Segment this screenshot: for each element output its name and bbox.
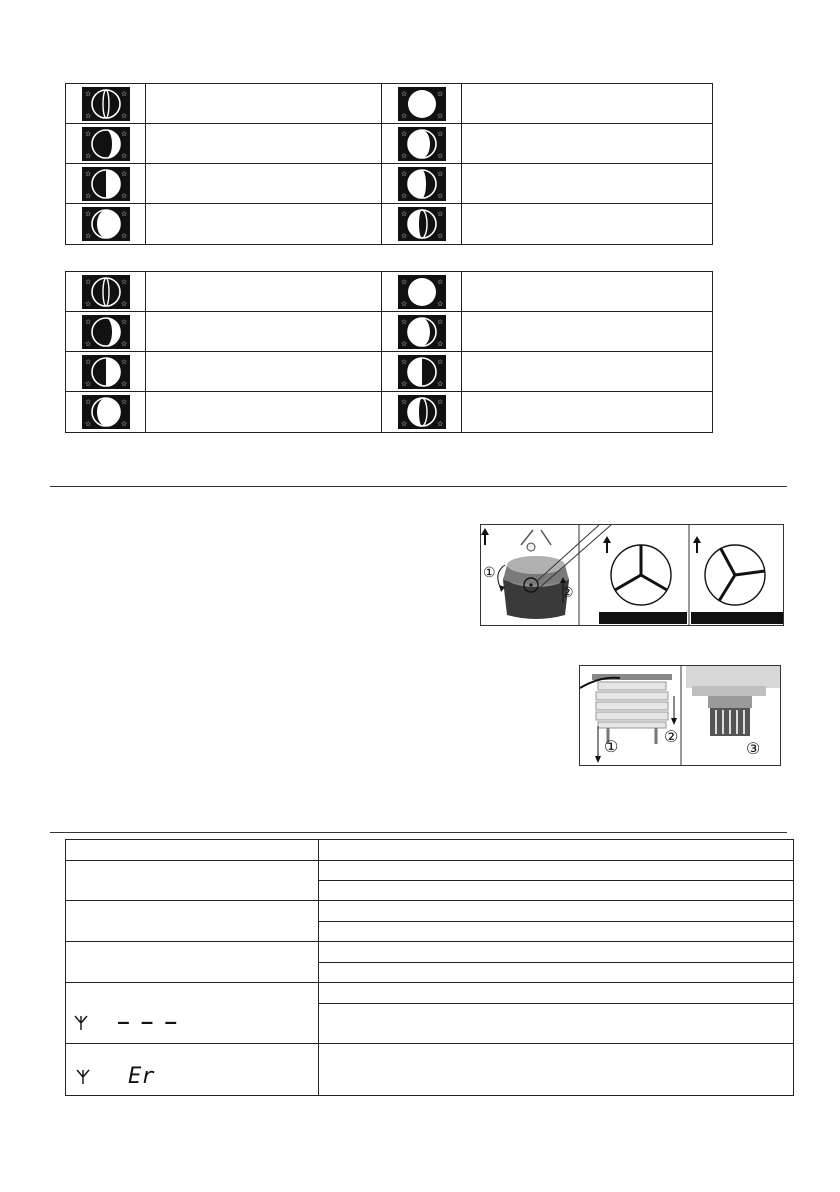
svg-text:☆: ☆ — [436, 421, 443, 428]
svg-text:☆: ☆ — [436, 300, 443, 308]
svg-text:☆: ☆ — [400, 112, 407, 120]
table-row — [66, 983, 794, 1004]
moon-row — [66, 352, 712, 392]
svg-text:☆: ☆ — [84, 211, 91, 218]
svg-text:☆: ☆ — [84, 380, 91, 388]
svg-text:☆: ☆ — [436, 340, 443, 348]
svg-text:☆: ☆ — [400, 130, 407, 138]
svg-text:☆: ☆ — [84, 358, 91, 366]
moon-phase-label — [462, 272, 712, 311]
svg-text:☆: ☆ — [436, 152, 443, 160]
moon-row — [66, 272, 712, 312]
svg-text:☆: ☆ — [84, 130, 91, 138]
moon-row — [66, 204, 712, 244]
svg-text:☆: ☆ — [120, 380, 127, 388]
svg-text:☆: ☆ — [436, 192, 443, 200]
table-cell — [319, 861, 794, 881]
svg-text:☆: ☆ — [84, 112, 91, 120]
moon-phase-label — [462, 312, 712, 351]
sensor-error-symbol: Er — [128, 1064, 155, 1089]
svg-text:☆: ☆ — [400, 380, 407, 388]
svg-text:☆: ☆ — [120, 358, 127, 366]
sensor-assembly-illustration — [580, 666, 780, 765]
moon-phase-waxing-crescent-icon — [82, 315, 130, 349]
rain-gauge-illustration — [481, 525, 783, 625]
step-3-label: ③ — [746, 741, 761, 758]
svg-text:☆: ☆ — [120, 399, 127, 406]
svg-text:☆: ☆ — [436, 112, 443, 120]
thermo-hygro-sensor-figure — [579, 665, 781, 766]
svg-text:☆: ☆ — [436, 399, 443, 406]
moon-phase-label — [462, 352, 712, 391]
step-1-label: ① — [604, 739, 619, 756]
antenna-icon — [74, 1015, 88, 1031]
moon-phase-label — [462, 124, 712, 163]
rain-gauge-figure — [480, 524, 784, 626]
moon-phase-label — [462, 164, 712, 203]
svg-text:☆: ☆ — [84, 421, 91, 428]
moon-phase-waxing-gibbous-icon — [82, 207, 130, 241]
moon-phase-full-moon-icon — [398, 275, 446, 309]
moon-phase-label — [146, 84, 382, 123]
moon-phase-waxing-gibbous-icon — [82, 395, 130, 429]
moon-row — [66, 312, 712, 352]
svg-text:☆: ☆ — [436, 358, 443, 366]
table-row — [66, 840, 794, 861]
antenna-icon — [76, 1069, 90, 1085]
moon-phase-waxing-crescent-icon — [82, 127, 130, 161]
svg-text:☆: ☆ — [84, 233, 91, 240]
svg-text:☆: ☆ — [84, 278, 91, 286]
table-row — [66, 942, 794, 963]
table-cell — [66, 942, 319, 983]
table-row — [66, 1044, 794, 1096]
moon-row — [66, 164, 712, 204]
svg-text:☆: ☆ — [400, 211, 407, 218]
moon-phase-label — [146, 164, 382, 203]
moon-phase-waning-crescent-icon — [398, 395, 446, 429]
section-divider — [50, 486, 787, 487]
table-row — [66, 901, 794, 922]
svg-text:☆: ☆ — [84, 340, 91, 348]
table-cell — [66, 861, 319, 901]
table-row — [66, 861, 794, 881]
svg-text:☆: ☆ — [400, 170, 407, 178]
svg-text:☆: ☆ — [436, 170, 443, 178]
svg-text:☆: ☆ — [84, 152, 91, 160]
moon-phase-waning-crescent-icon — [398, 207, 446, 241]
moon-phase-label — [462, 84, 712, 123]
step-1-label: ① — [483, 564, 496, 580]
moon-phase-label — [146, 392, 382, 432]
svg-text:☆: ☆ — [436, 90, 443, 98]
svg-text:☆: ☆ — [120, 278, 127, 286]
no-signal-dashes: – – – — [118, 1012, 178, 1033]
svg-text:☆: ☆ — [120, 152, 127, 160]
table-cell — [319, 963, 794, 983]
table-cell — [319, 983, 794, 1004]
svg-text:☆: ☆ — [120, 300, 127, 308]
svg-text:☆: ☆ — [436, 318, 443, 326]
svg-text:☆: ☆ — [84, 192, 91, 200]
table-header-cell — [66, 840, 319, 861]
svg-text:☆: ☆ — [120, 421, 127, 428]
svg-text:☆: ☆ — [400, 318, 407, 326]
moon-phase-new-moon-icon — [82, 275, 130, 309]
moon-phase-first-quarter-icon — [82, 167, 130, 201]
table-cell — [319, 881, 794, 901]
moon-phase-last-quarter-icon — [398, 355, 446, 389]
svg-text:☆: ☆ — [84, 318, 91, 326]
svg-text:☆: ☆ — [120, 211, 127, 218]
svg-text:☆: ☆ — [400, 233, 407, 240]
moon-phase-label — [146, 312, 382, 351]
table-cell — [319, 901, 794, 922]
svg-text:☆: ☆ — [400, 358, 407, 366]
table-cell-no-signal — [66, 983, 319, 1044]
moon-phase-first-quarter-icon — [82, 355, 130, 389]
svg-text:☆: ☆ — [436, 233, 443, 240]
moon-phase-waning-gibbous-icon — [398, 315, 446, 349]
svg-text:☆: ☆ — [120, 233, 127, 240]
svg-text:☆: ☆ — [84, 300, 91, 308]
section-divider — [50, 832, 787, 833]
svg-text:☆: ☆ — [400, 278, 407, 286]
table-cell — [319, 922, 794, 942]
moon-phase-table-2 — [65, 271, 713, 433]
moon-phase-label — [462, 204, 712, 244]
moon-phase-full-moon-icon — [398, 87, 446, 121]
table-cell — [319, 942, 794, 963]
svg-text:☆: ☆ — [120, 112, 127, 120]
svg-text:☆: ☆ — [84, 399, 91, 406]
moon-phase-table-1 — [65, 83, 713, 245]
moon-phase-last-quarter-icon — [398, 167, 446, 201]
step-2-label: ② — [561, 584, 574, 600]
svg-text:☆: ☆ — [120, 192, 127, 200]
svg-text:☆: ☆ — [120, 318, 127, 326]
svg-text:☆: ☆ — [400, 421, 407, 428]
moon-phase-label — [146, 352, 382, 391]
troubleshooting-table — [65, 839, 794, 1096]
svg-text:☆: ☆ — [120, 90, 127, 98]
table-header-cell — [319, 840, 794, 861]
svg-text:☆: ☆ — [400, 192, 407, 200]
step-2-label: ② — [664, 729, 679, 746]
moon-row — [66, 84, 712, 124]
svg-text:☆: ☆ — [436, 130, 443, 138]
svg-text:☆: ☆ — [84, 170, 91, 178]
table-cell — [66, 901, 319, 942]
moon-row — [66, 392, 712, 432]
svg-text:☆: ☆ — [120, 340, 127, 348]
svg-text:☆: ☆ — [120, 170, 127, 178]
moon-phase-label — [146, 204, 382, 244]
moon-phase-new-moon-icon — [82, 87, 130, 121]
svg-text:☆: ☆ — [400, 300, 407, 308]
moon-phase-label — [462, 392, 712, 432]
moon-phase-waning-gibbous-icon — [398, 127, 446, 161]
svg-text:☆: ☆ — [120, 130, 127, 138]
table-cell — [319, 1044, 794, 1096]
svg-text:☆: ☆ — [436, 278, 443, 286]
moon-phase-label — [146, 124, 382, 163]
svg-text:☆: ☆ — [436, 211, 443, 218]
svg-text:☆: ☆ — [400, 90, 407, 98]
table-cell — [319, 1004, 794, 1044]
svg-text:☆: ☆ — [400, 340, 407, 348]
svg-text:☆: ☆ — [436, 380, 443, 388]
moon-row — [66, 124, 712, 164]
table-cell-sensor-error — [66, 1044, 319, 1096]
svg-text:☆: ☆ — [84, 90, 91, 98]
moon-phase-label — [146, 272, 382, 311]
svg-text:☆: ☆ — [400, 399, 407, 406]
svg-text:☆: ☆ — [400, 152, 407, 160]
